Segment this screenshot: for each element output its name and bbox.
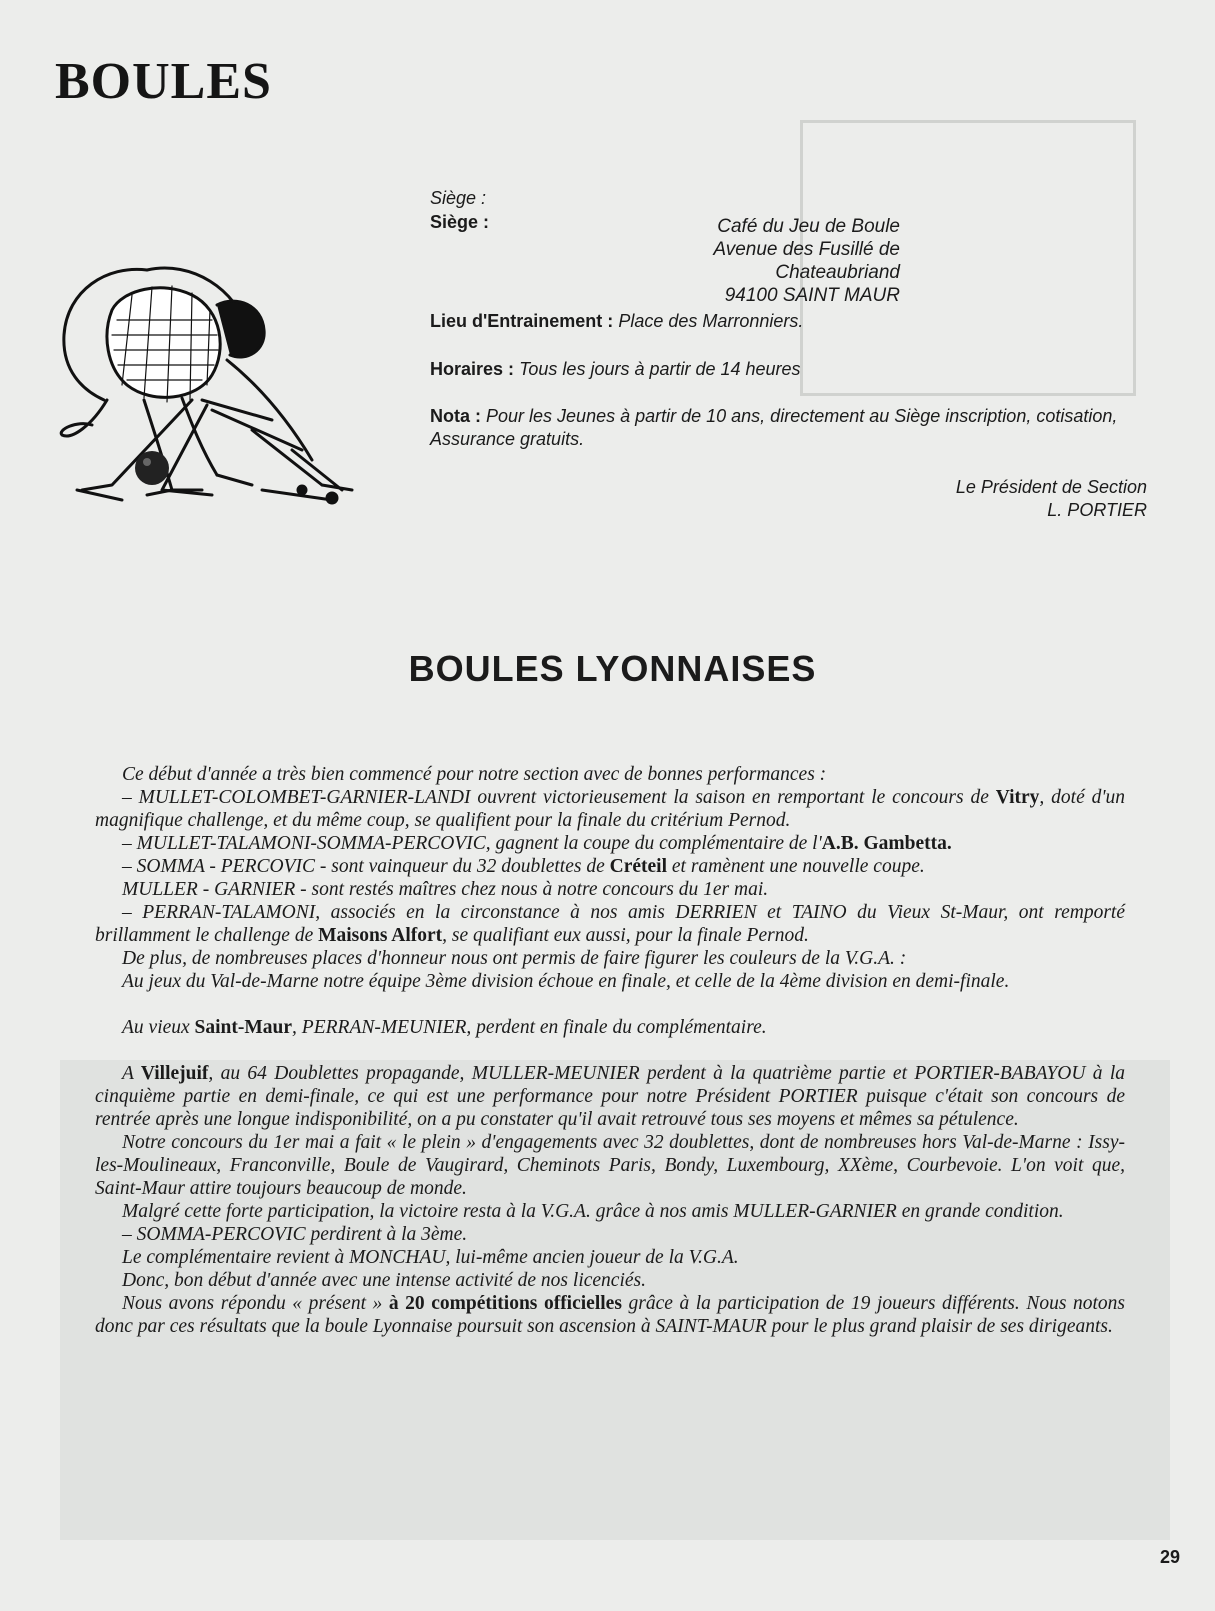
- paragraph: Au jeux du Val-de-Marne notre équipe 3ème division échoue en finale, et celle de la 4ème division en demi-finale.: [122, 971, 1010, 992]
- paragraph: MULLER - GARNIER - sont restés maîtres chez nous à notre concours du 1er mai.: [122, 879, 769, 900]
- boules-player-illustration: [52, 250, 367, 520]
- paragraph: Nous avons répondu « présent » à 20 compétitions officielles grâce à la participation de 19 joueurs différents. Nous notons donc par ces résultats que la boule Lyonnaise poursuit son ascension à SAINT-MAUR pour le plus grand plaisir de ses dirigeants.: [95, 1293, 1125, 1337]
- paragraph: – MULLET-COLOMBET-GARNIER-LANDI ouvrent victorieusement la saison en remportant le concours de Vitry, doté d'un magnifique challenge, et du même coup, se qualifient pour la finale du critérium Pernod.: [95, 787, 1126, 831]
- siege-address: [590, 215, 900, 307]
- nota-line: [430, 405, 1145, 451]
- address-line: 94100 SAINT MAUR: [724, 285, 900, 306]
- nota-value: Pour les Jeunes à partir de 10 ans, directement au Siège inscription, cotisation, Assurance gratuits.: [430, 406, 1118, 449]
- lyonnaises-article: [95, 763, 1125, 1338]
- nota-label: Nota :: [430, 406, 481, 426]
- paragraph: Le complémentaire revient à MONCHAU, lui-même ancien joueur de la V.G.A.: [122, 1247, 739, 1268]
- address-line: Café du Jeu de Boule: [717, 216, 900, 237]
- page-title: BOULES: [55, 53, 272, 110]
- paragraph: – PERRAN-TALAMONI, associés en la circonstance à nos amis DERRIEN et TAINO du Vieux St-Maur, ont remporté brillamment le challenge de Maisons Alfort, se qualifiant eux aussi, pour la finale Pernod.: [95, 902, 1125, 946]
- horaires-label: Horaires :: [430, 359, 515, 379]
- entrainement-line: [430, 310, 1160, 333]
- paragraph: Donc, bon début d'année avec une intense activité de nos licenciés.: [122, 1270, 646, 1291]
- address-line: Avenue des Fusillé de Chateaubriand: [713, 239, 900, 283]
- signature: [956, 476, 1147, 522]
- paragraph: Notre concours du 1er mai a fait « le plein » d'engagements avec 32 doublettes, dont de nombreuses hors Val-de-Marne : Issy-les-Moulineaux, Franconville, Boule de Vaugirard, Cheminots Paris, Bondy, Luxembourg, XXème, Courbevoie. L'on voit que, Saint-Maur attire toujours beaucoup de monde.: [95, 1132, 1125, 1199]
- siege-label: Siège :: [430, 188, 487, 208]
- siege-label-bold: Siège :: [430, 212, 490, 232]
- paragraph: – SOMMA-PERCOVIC perdirent à la 3ème.: [122, 1224, 468, 1245]
- horaires-value: Tous les jours à partir de 14 heures: [519, 359, 801, 379]
- paragraph: – SOMMA - PERCOVIC - sont vainqueur du 32 doublettes de Créteil et ramènent une nouvelle coupe.: [122, 856, 925, 877]
- signature-name: L. PORTIER: [1047, 500, 1147, 520]
- siege-block: [430, 188, 1190, 306]
- page-number: 29: [1160, 1547, 1181, 1567]
- section-title-lyonnaises: BOULES LYONNAISES: [408, 648, 817, 689]
- paragraph: A Villejuif, au 64 Doublettes propagande, MULLER-MEUNIER perdent à la quatrième partie et PORTIER-BABAYOU à la cinquième partie en demi-finale, ce qui est une performance pour notre Président PORTIER puisque c'était son concours de rentrée après une longue indisponibilité, on a pu constater qu'il avait retrouvé tous ses moyens et mêmes sa pétulence.: [95, 1063, 1126, 1130]
- entrainement-value: Place des Marronniers.: [618, 311, 804, 331]
- paragraph: Ce début d'année a très bien commencé pour notre section avec de bonnes performances :: [122, 764, 827, 785]
- signature-role: Le Président de Section: [955, 477, 1147, 497]
- paragraph: Malgré cette forte participation, la victoire resta à la V.G.A. grâce à nos amis MULLER-GARNIER en grande condition.: [122, 1201, 1064, 1222]
- paragraph: – MULLET-TALAMONI-SOMMA-PERCOVIC, gagnent la coupe du complémentaire de l'A.B. Gambetta.: [122, 833, 952, 854]
- horaires-line: [430, 358, 1160, 381]
- paragraph: Au vieux Saint-Maur, PERRAN-MEUNIER, perdent en finale du complémentaire.: [122, 1017, 767, 1038]
- paragraph: De plus, de nombreuses places d'honneur nous ont permis de faire figurer les couleurs de la V.G.A. :: [122, 948, 907, 969]
- entrainement-label: Lieu d'Entrainement :: [430, 311, 614, 331]
